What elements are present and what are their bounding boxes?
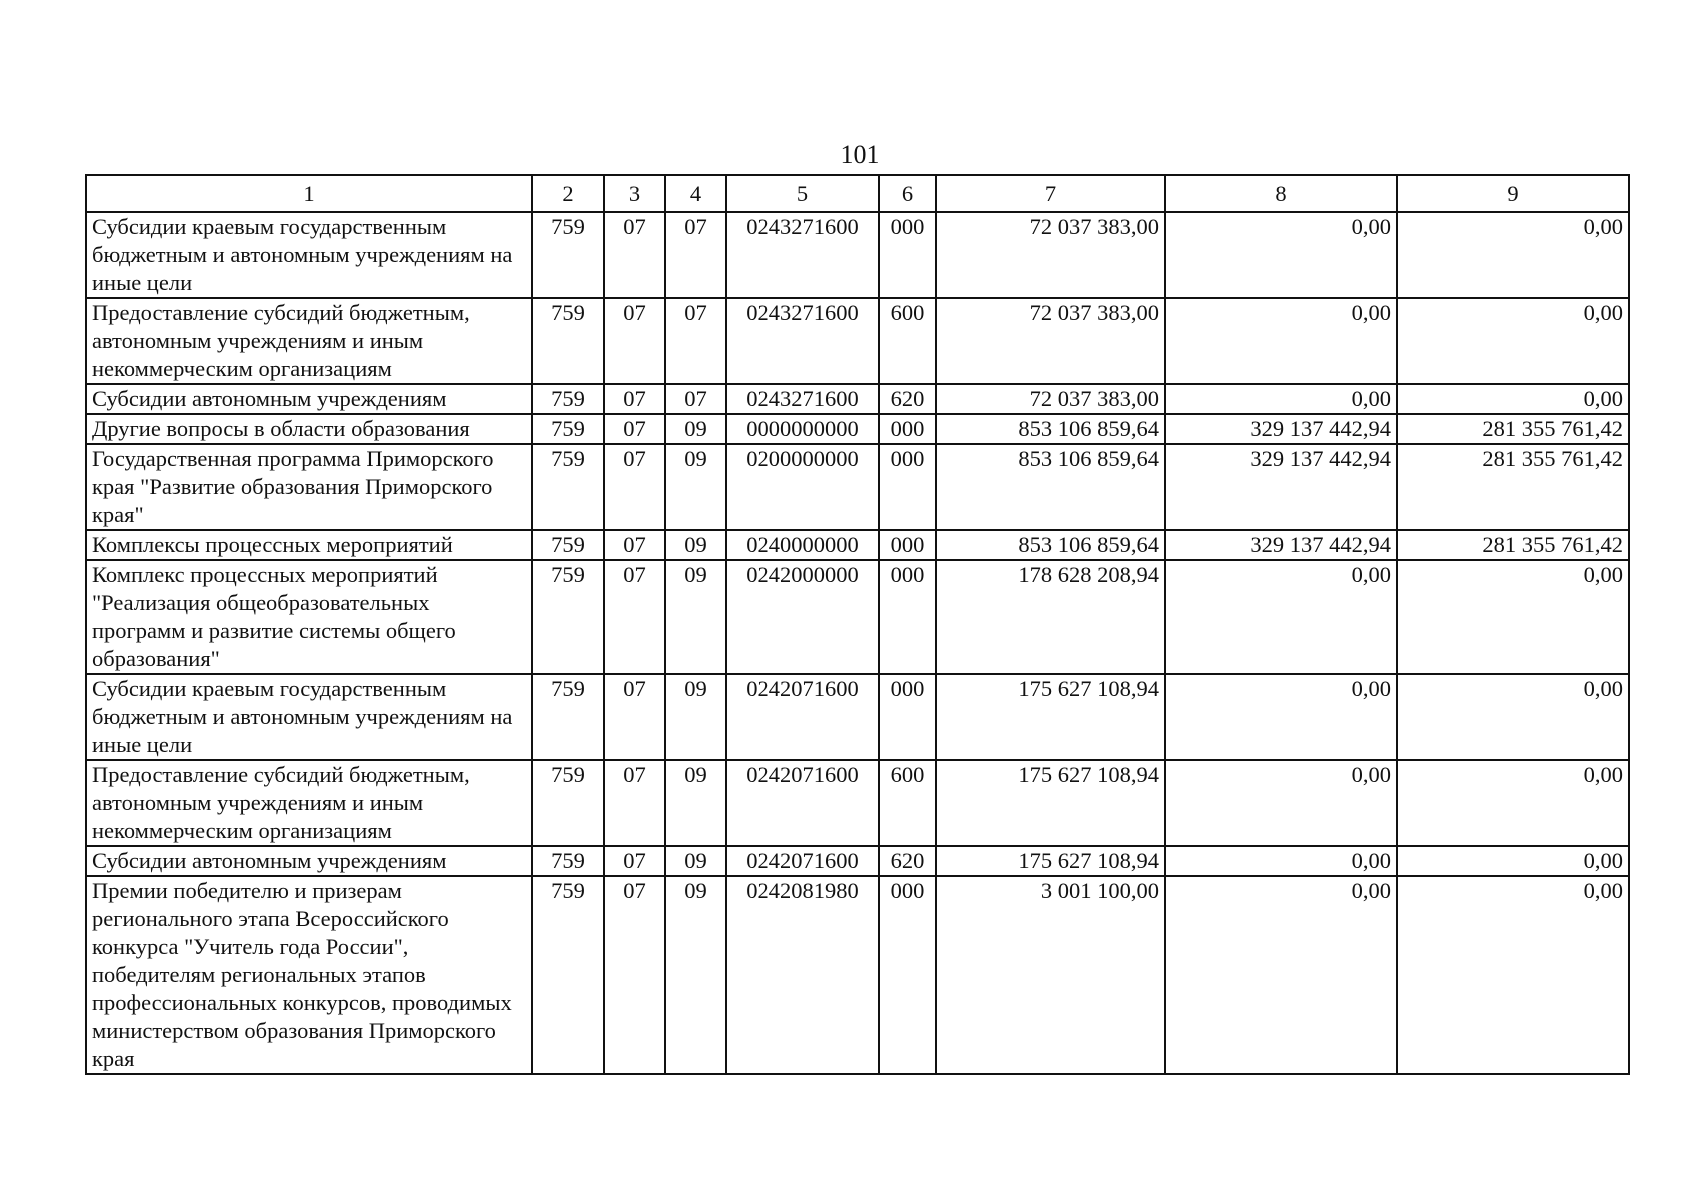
header-row	[86, 175, 1629, 212]
row-code-2-cell: 759	[532, 444, 604, 530]
budget-table	[85, 174, 1630, 1075]
row-code-2-cell: 759	[532, 560, 604, 674]
row-code-5-cell: 0242071600	[726, 760, 879, 846]
row-name-cell: Субсидии автономным учреждениям	[86, 384, 532, 414]
row-code-2-cell: 759	[532, 212, 604, 298]
row-code-4-cell: 07	[665, 212, 726, 298]
row-amount-7-cell: 175 627 108,94	[936, 760, 1165, 846]
row-code-2-cell: 759	[532, 846, 604, 876]
row-amount-9-cell: 0,00	[1397, 560, 1629, 674]
row-name-cell: Государственная программа Приморского края "Развитие образования Приморского края"	[86, 444, 532, 530]
row-amount-8-cell: 0,00	[1165, 876, 1397, 1074]
row-name-cell: Другие вопросы в области образования	[86, 414, 532, 444]
row-name-cell: Комплексы процессных мероприятий	[86, 530, 532, 560]
row-code-2-cell: 759	[532, 674, 604, 760]
row-amount-8-cell: 329 137 442,94	[1165, 414, 1397, 444]
row-amount-8-cell: 0,00	[1165, 674, 1397, 760]
row-code-5-cell: 0242000000	[726, 560, 879, 674]
row-amount-9-cell: 0,00	[1397, 212, 1629, 298]
row-code-6-cell: 000	[879, 444, 936, 530]
column-header-8: 8	[1165, 175, 1397, 212]
column-header-6: 6	[879, 175, 936, 212]
row-code-6-cell: 000	[879, 530, 936, 560]
row-name-cell: Субсидии краевым государственным бюджетным и автономным учреждениям на иные цели	[86, 674, 532, 760]
row-amount-8-cell: 329 137 442,94	[1165, 530, 1397, 560]
row-amount-8-cell: 0,00	[1165, 846, 1397, 876]
row-amount-8-cell: 0,00	[1165, 212, 1397, 298]
row-code-5-cell: 0200000000	[726, 444, 879, 530]
table-row	[86, 384, 1629, 414]
row-code-6-cell: 620	[879, 846, 936, 876]
row-code-2-cell: 759	[532, 760, 604, 846]
row-code-6-cell: 600	[879, 298, 936, 384]
row-amount-7-cell: 178 628 208,94	[936, 560, 1165, 674]
column-header-7: 7	[936, 175, 1165, 212]
row-amount-9-cell: 0,00	[1397, 298, 1629, 384]
row-code-6-cell: 620	[879, 384, 936, 414]
row-code-4-cell: 09	[665, 674, 726, 760]
row-code-5-cell: 0243271600	[726, 298, 879, 384]
row-code-2-cell: 759	[532, 414, 604, 444]
row-amount-8-cell: 0,00	[1165, 760, 1397, 846]
row-code-6-cell: 000	[879, 876, 936, 1074]
row-amount-9-cell: 0,00	[1397, 876, 1629, 1074]
row-amount-7-cell: 175 627 108,94	[936, 674, 1165, 760]
table-row	[86, 414, 1629, 444]
row-amount-9-cell: 0,00	[1397, 760, 1629, 846]
row-code-4-cell: 09	[665, 444, 726, 530]
row-amount-7-cell: 72 037 383,00	[936, 384, 1165, 414]
row-code-5-cell: 0243271600	[726, 212, 879, 298]
column-header-5: 5	[726, 175, 879, 212]
row-amount-7-cell: 72 037 383,00	[936, 298, 1165, 384]
row-code-6-cell: 000	[879, 414, 936, 444]
row-code-4-cell: 09	[665, 530, 726, 560]
row-code-3-cell: 07	[604, 760, 665, 846]
row-code-3-cell: 07	[604, 444, 665, 530]
row-code-6-cell: 000	[879, 560, 936, 674]
table-row	[86, 674, 1629, 760]
row-name-cell: Субсидии автономным учреждениям	[86, 846, 532, 876]
row-amount-7-cell: 853 106 859,64	[936, 444, 1165, 530]
row-code-4-cell: 07	[665, 298, 726, 384]
row-code-3-cell: 07	[604, 674, 665, 760]
row-code-4-cell: 09	[665, 876, 726, 1074]
row-amount-8-cell: 329 137 442,94	[1165, 444, 1397, 530]
row-name-cell: Комплекс процессных мероприятий "Реализация общеобразовательных программ и развитие системы общего образования"	[86, 560, 532, 674]
row-code-6-cell: 600	[879, 760, 936, 846]
column-header-9: 9	[1397, 175, 1629, 212]
row-code-2-cell: 759	[532, 876, 604, 1074]
column-header-3: 3	[604, 175, 665, 212]
table-row	[86, 530, 1629, 560]
row-amount-9-cell: 281 355 761,42	[1397, 414, 1629, 444]
table-row	[86, 298, 1629, 384]
row-code-4-cell: 09	[665, 760, 726, 846]
row-code-5-cell: 0243271600	[726, 384, 879, 414]
row-name-cell: Субсидии краевым государственным бюджетным и автономным учреждениям на иные цели	[86, 212, 532, 298]
row-name-cell: Предоставление субсидий бюджетным, автономным учреждениям и иным некоммерческим организациям	[86, 298, 532, 384]
row-amount-9-cell: 0,00	[1397, 674, 1629, 760]
row-code-3-cell: 07	[604, 414, 665, 444]
row-code-4-cell: 09	[665, 846, 726, 876]
table-row	[86, 760, 1629, 846]
row-amount-7-cell: 853 106 859,64	[936, 414, 1165, 444]
row-amount-9-cell: 0,00	[1397, 384, 1629, 414]
row-amount-9-cell: 0,00	[1397, 846, 1629, 876]
row-amount-7-cell: 175 627 108,94	[936, 846, 1165, 876]
row-code-5-cell: 0242071600	[726, 674, 879, 760]
row-code-5-cell: 0242071600	[726, 846, 879, 876]
row-code-3-cell: 07	[604, 530, 665, 560]
row-amount-7-cell: 3 001 100,00	[936, 876, 1165, 1074]
row-name-cell: Предоставление субсидий бюджетным, автономным учреждениям и иным некоммерческим организациям	[86, 760, 532, 846]
row-amount-8-cell: 0,00	[1165, 384, 1397, 414]
row-code-3-cell: 07	[604, 846, 665, 876]
row-code-3-cell: 07	[604, 560, 665, 674]
row-amount-8-cell: 0,00	[1165, 298, 1397, 384]
row-amount-8-cell: 0,00	[1165, 560, 1397, 674]
row-code-5-cell: 0240000000	[726, 530, 879, 560]
row-amount-9-cell: 281 355 761,42	[1397, 444, 1629, 530]
row-code-4-cell: 07	[665, 384, 726, 414]
column-header-1: 1	[86, 175, 532, 212]
table-row	[86, 876, 1629, 1074]
table-row	[86, 444, 1629, 530]
row-code-5-cell: 0242081980	[726, 876, 879, 1074]
table-row	[86, 560, 1629, 674]
row-code-4-cell: 09	[665, 560, 726, 674]
row-amount-7-cell: 72 037 383,00	[936, 212, 1165, 298]
row-code-6-cell: 000	[879, 212, 936, 298]
row-amount-9-cell: 281 355 761,42	[1397, 530, 1629, 560]
row-code-6-cell: 000	[879, 674, 936, 760]
table-row	[86, 846, 1629, 876]
row-code-3-cell: 07	[604, 384, 665, 414]
row-name-cell: Премии победителю и призерам регионального этапа Всероссийского конкурса "Учитель года России", победителям региональных этапов профессиональных конкурсов, проводимых министерством образования Приморского края	[86, 876, 532, 1074]
table-body	[86, 212, 1629, 1074]
row-code-2-cell: 759	[532, 384, 604, 414]
column-header-2: 2	[532, 175, 604, 212]
row-code-5-cell: 0000000000	[726, 414, 879, 444]
row-code-3-cell: 07	[604, 212, 665, 298]
row-code-4-cell: 09	[665, 414, 726, 444]
row-amount-7-cell: 853 106 859,64	[936, 530, 1165, 560]
column-header-4: 4	[665, 175, 726, 212]
row-code-3-cell: 07	[604, 876, 665, 1074]
table-row	[86, 212, 1629, 298]
page-number: 101	[840, 140, 880, 169]
row-code-2-cell: 759	[532, 530, 604, 560]
row-code-2-cell: 759	[532, 298, 604, 384]
row-code-3-cell: 07	[604, 298, 665, 384]
